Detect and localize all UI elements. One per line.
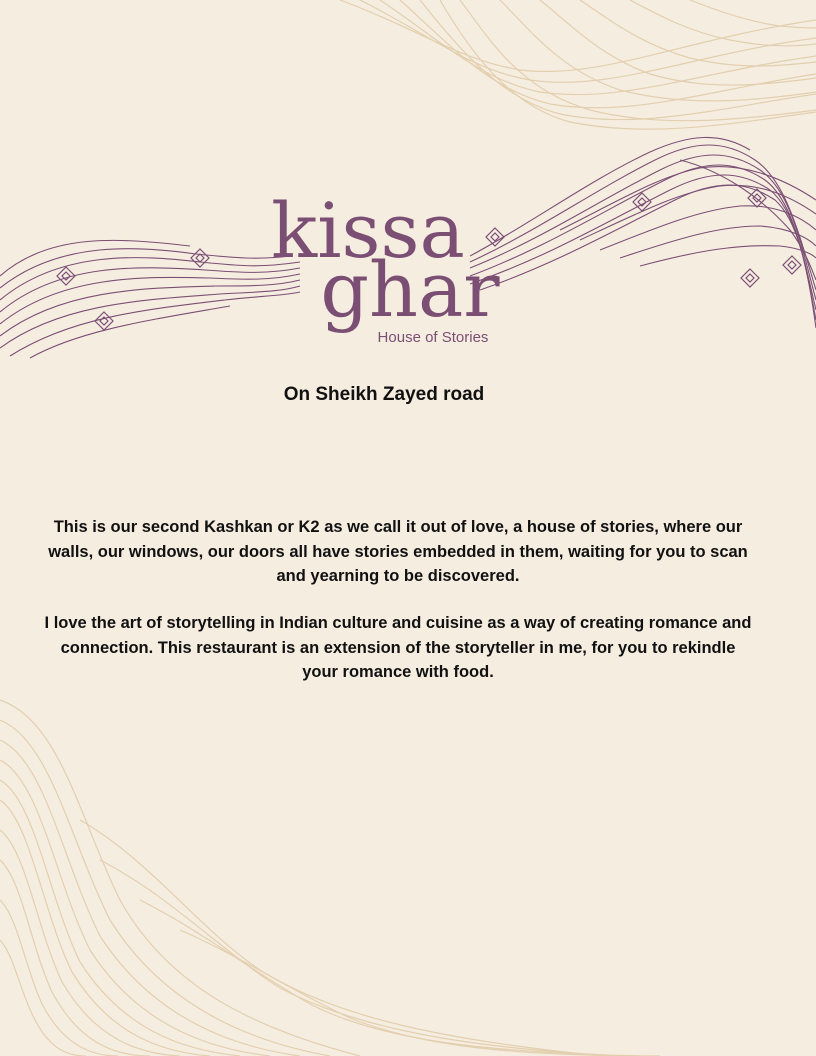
intro-paragraph-1 (18, 515, 778, 589)
paragraph-line: I love the art of storytelling in Indian culture and cuisine as a way of creating romance and (44, 614, 752, 632)
top-right-gold-waves (340, 0, 816, 129)
paragraph-line: your romance with food. (302, 663, 494, 681)
diamond-motif-icon (191, 249, 209, 267)
logo-line-1: kissa (271, 186, 465, 275)
diamond-motif-icon (486, 228, 504, 246)
logo-line-2: ghar (320, 245, 500, 334)
logo (271, 186, 500, 346)
intro-paragraph-2 (18, 611, 778, 685)
paragraph-line: connection. This restaurant is an extension of the storyteller in me, for you to rekindle (60, 638, 736, 657)
diamond-motif-icon (95, 312, 113, 330)
diamond-motif-icon (741, 269, 759, 287)
paragraph-line: and yearning to be discovered. (276, 567, 520, 585)
bottom-left-gold-waves (0, 700, 660, 1056)
location-heading: On Sheikh Zayed road (283, 384, 485, 405)
paragraph-line: walls, our windows, our doors all have stories embedded in them, waiting for you to scan (48, 542, 748, 561)
logo-tagline: House of Stories (377, 329, 489, 346)
paragraph-line: This is our second Kashkan or K2 as we call it out of love, a house of stories, where our (53, 518, 743, 536)
diamond-motif-icon (783, 256, 801, 274)
